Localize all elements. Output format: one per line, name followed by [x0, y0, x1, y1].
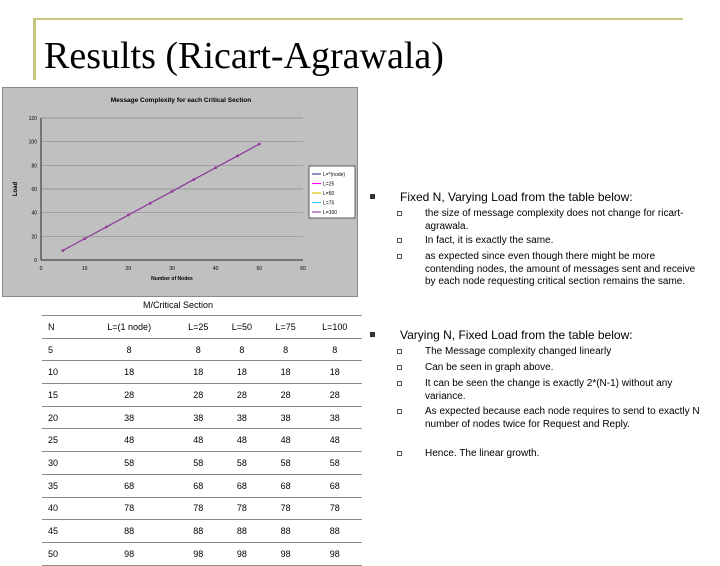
table-cell: 38: [82, 406, 176, 429]
x-tick-label: 10: [81, 266, 88, 272]
table-cell: 8: [307, 338, 362, 361]
bullet-square-icon: [370, 332, 375, 337]
y-tick-label: 40: [31, 210, 37, 217]
title-accent-horizontal: [33, 18, 683, 20]
table-cell: 28: [176, 384, 220, 407]
sub-bullet-icon: [397, 451, 402, 456]
table-cell: 38: [307, 406, 362, 429]
sub-bullet-text: the size of message complexity does not change for ricart-agrawala.: [425, 208, 684, 232]
table-header-cell: L=(1 node): [82, 316, 176, 339]
data-point: [83, 237, 86, 240]
sub-bullet-text: as expected since even though there might be more contending nodes, the amount of messages sent and receive by each node requesting critical section remains the same.: [425, 251, 696, 287]
table-cell: 88: [220, 520, 264, 543]
y-tick-label: 80: [31, 163, 37, 170]
sub-bullet-icon: [397, 409, 402, 414]
table-row: [42, 520, 362, 543]
title-accent-vertical: [33, 18, 36, 80]
table-cell: 88: [307, 520, 362, 543]
table-cell: 28: [307, 384, 362, 407]
table-header-cell: L=25: [176, 316, 220, 339]
y-axis-label: Load: [13, 181, 19, 197]
x-axis-label: Number of Nodes: [151, 276, 193, 282]
table-cell: 20: [42, 406, 82, 429]
table-row: [42, 338, 362, 361]
table-cell: 35: [42, 474, 82, 497]
data-point: [236, 155, 239, 158]
table-cell: 58: [176, 452, 220, 475]
x-tick-label: 60: [300, 266, 306, 272]
sub-bullet-text: It can be seen the change is exactly 2*(N-1) without any variance.: [425, 378, 673, 402]
table-header-row: [42, 316, 362, 339]
sub-bullet-text: Can be seen in graph above.: [425, 362, 554, 373]
sub-bullet-text: As expected because each node requires to send to exactly N number of nodes twice for Request and Reply.: [425, 406, 700, 430]
table-cell: 78: [176, 497, 220, 520]
table-row: [42, 361, 362, 384]
y-tick-label: 60: [31, 187, 37, 193]
y-tick-label: 100: [28, 139, 37, 146]
x-tick-label: 20: [125, 266, 132, 272]
table-cell: 88: [264, 520, 308, 543]
table-cell: 68: [176, 474, 220, 497]
table-cell: 8: [264, 338, 308, 361]
sub-bullet-text: Hence. The linear growth.: [425, 448, 540, 459]
table-header-cell: L=75: [264, 316, 308, 339]
data-point: [105, 226, 108, 229]
table-cell: 48: [307, 429, 362, 452]
table-cell: 88: [176, 520, 220, 543]
y-tick-label: 20: [31, 234, 37, 241]
y-tick-label: 0: [34, 258, 37, 264]
table-cell: 58: [82, 452, 176, 475]
table-cell: 45: [42, 520, 82, 543]
table-cell: 98: [82, 542, 176, 565]
table-cell: 38: [264, 406, 308, 429]
table-cell: 10: [42, 361, 82, 384]
table-cell: 8: [220, 338, 264, 361]
table-cell: 28: [264, 384, 308, 407]
table-cell: 28: [220, 384, 264, 407]
table-cell: 98: [220, 542, 264, 565]
table-cell: 8: [82, 338, 176, 361]
table-cell: 15: [42, 384, 82, 407]
legend-entry: L=25: [323, 181, 335, 188]
x-tick-label: 40: [212, 266, 219, 272]
table-cell: 5: [42, 338, 82, 361]
legend-entry: L=75: [323, 200, 335, 207]
sub-bullet-icon: [397, 254, 402, 259]
table-cell: 40: [42, 497, 82, 520]
x-tick-label: 50: [256, 266, 263, 272]
legend-entry: L=100: [323, 210, 338, 216]
table-cell: 25: [42, 429, 82, 452]
sub-bullet-icon: [397, 238, 402, 243]
table-cell: 18: [220, 361, 264, 384]
table-cell: 78: [82, 497, 176, 520]
data-point: [149, 202, 152, 205]
data-point: [62, 249, 65, 252]
sub-bullet-icon: [397, 365, 402, 370]
results-table: [42, 315, 362, 566]
table-cell: 98: [264, 542, 308, 565]
y-tick-label: 120: [28, 116, 37, 122]
table-row: [42, 452, 362, 475]
chart-frame: [2, 87, 358, 297]
table-cell: 48: [82, 429, 176, 452]
table-cell: 58: [307, 452, 362, 475]
sub-bullet-icon: [397, 381, 402, 386]
table-cell: 48: [264, 429, 308, 452]
data-point: [193, 178, 196, 181]
table-cell: 18: [307, 361, 362, 384]
sub-bullet-text: The Message complexity changed linearly: [425, 346, 612, 357]
table-row: [42, 384, 362, 407]
table-cell: 88: [82, 520, 176, 543]
legend-entry: L=50: [323, 191, 335, 197]
x-tick-label: 0: [39, 266, 43, 272]
sub-bullet-icon: [397, 349, 402, 354]
table-cell: 28: [82, 384, 176, 407]
data-point: [127, 214, 130, 217]
table-cell: 98: [176, 542, 220, 565]
table-cell: 78: [264, 497, 308, 520]
table-cell: 48: [220, 429, 264, 452]
table-cell: 68: [307, 474, 362, 497]
bullet-heading-text: Varying N, Fixed Load from the table below:: [400, 328, 633, 342]
table-cell: 58: [220, 452, 264, 475]
table-cell: 18: [82, 361, 176, 384]
table-cell: 38: [176, 406, 220, 429]
data-point: [214, 166, 217, 169]
table-header-cell: L=100: [307, 316, 362, 339]
table-cell: 78: [307, 497, 362, 520]
table-cell: 18: [264, 361, 308, 384]
table-row: [42, 474, 362, 497]
table-cell: 8: [176, 338, 220, 361]
sub-bullet-icon: [397, 211, 402, 216]
table-cell: 38: [220, 406, 264, 429]
x-tick-label: 30: [169, 266, 175, 272]
table-cell: 30: [42, 452, 82, 475]
slide-title: Results (Ricart-Agrawala): [44, 35, 444, 77]
table-header-cell: L=50: [220, 316, 264, 339]
bullet-heading-text: Fixed N, Varying Load from the table below:: [400, 190, 633, 204]
table-cell: 18: [176, 361, 220, 384]
sub-bullet-text: In fact, it is exactly the same.: [425, 235, 554, 246]
legend-entry: L=*(node): [323, 172, 346, 178]
line-chart: [3, 88, 359, 298]
table-cell: 58: [264, 452, 308, 475]
data-point: [171, 190, 174, 193]
table-cell: 68: [82, 474, 176, 497]
chart-footer-label: M/Critical Section: [142, 300, 214, 310]
chart-title: Message Complexity for each Critical Section: [110, 97, 252, 104]
table-cell: 68: [220, 474, 264, 497]
table-row: [42, 497, 362, 520]
table-cell: 68: [264, 474, 308, 497]
table-row: [42, 542, 362, 565]
table-cell: 78: [220, 497, 264, 520]
data-point: [258, 143, 261, 146]
table-header-cell: N: [42, 316, 82, 339]
table-row: [42, 406, 362, 429]
table-row: [42, 429, 362, 452]
bullet-square-icon: [370, 194, 375, 199]
table-cell: 48: [176, 429, 220, 452]
table-cell: 98: [307, 542, 362, 565]
table-cell: 50: [42, 542, 82, 565]
